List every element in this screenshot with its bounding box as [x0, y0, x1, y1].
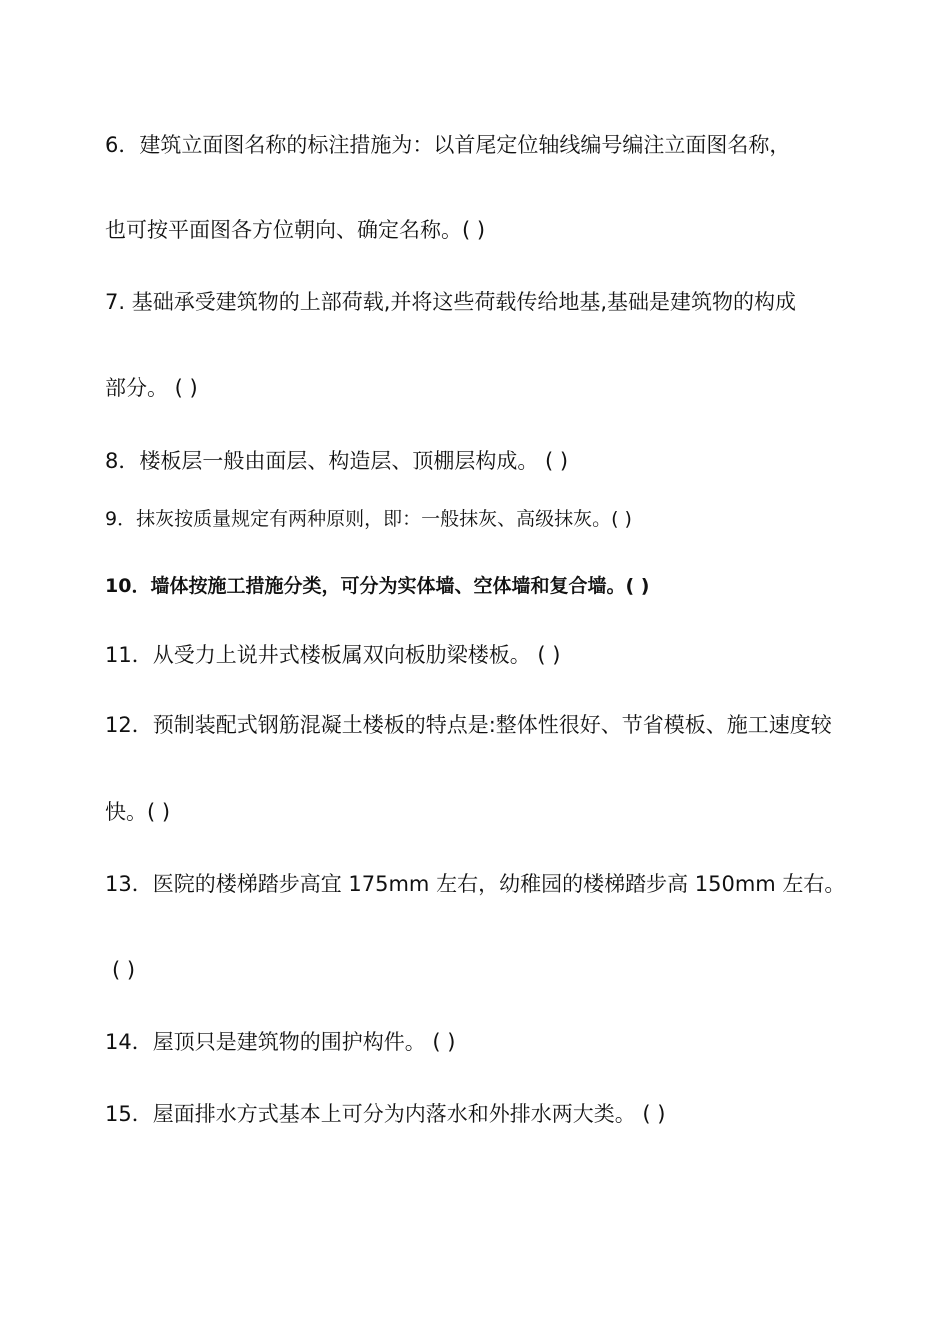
- question-6-line-2: 也可按平面图各方位朝向、确定名称。( ): [105, 218, 486, 242]
- question-12-line-1: 12．预制装配式钢筋混凝土楼板的特点是:整体性很好、节省模板、施工速度较: [105, 713, 832, 737]
- question-12-line-2: 快。( ): [105, 800, 171, 824]
- question-11: 11．从受力上说井式楼板属双向板肋梁楼板。 ( ): [105, 643, 561, 667]
- question-7-line-1: 7. 基础承受建筑物的上部荷载,并将这些荷载传给地基,基础是建筑物的构成: [105, 290, 797, 314]
- question-14: 14．屋顶只是建筑物的围护构件。 ( ): [105, 1030, 456, 1054]
- question-15: 15．屋面排水方式基本上可分为内落水和外排水两大类。 ( ): [105, 1102, 666, 1126]
- question-13-line-2: ( ): [112, 958, 136, 982]
- question-13-line-1: 13．医院的楼梯踏步高宜 175mm 左右，幼稚园的楼梯踏步高 150mm 左右。: [105, 872, 846, 896]
- question-8: 8．楼板层一般由面层、构造层、顶棚层构成。 ( ): [105, 449, 569, 473]
- question-6-line-1: 6．建筑立面图名称的标注措施为：以首尾定位轴线编号编注立面图名称，: [105, 133, 791, 157]
- question-7-line-2: 部分。 ( ): [105, 376, 198, 400]
- question-10: 10．墙体按施工措施分类，可分为实体墙、空体墙和复合墙。( ): [105, 575, 650, 597]
- question-9: 9．抹灰按质量规定有两种原则，即：一般抹灰、高级抹灰。( ): [105, 508, 632, 530]
